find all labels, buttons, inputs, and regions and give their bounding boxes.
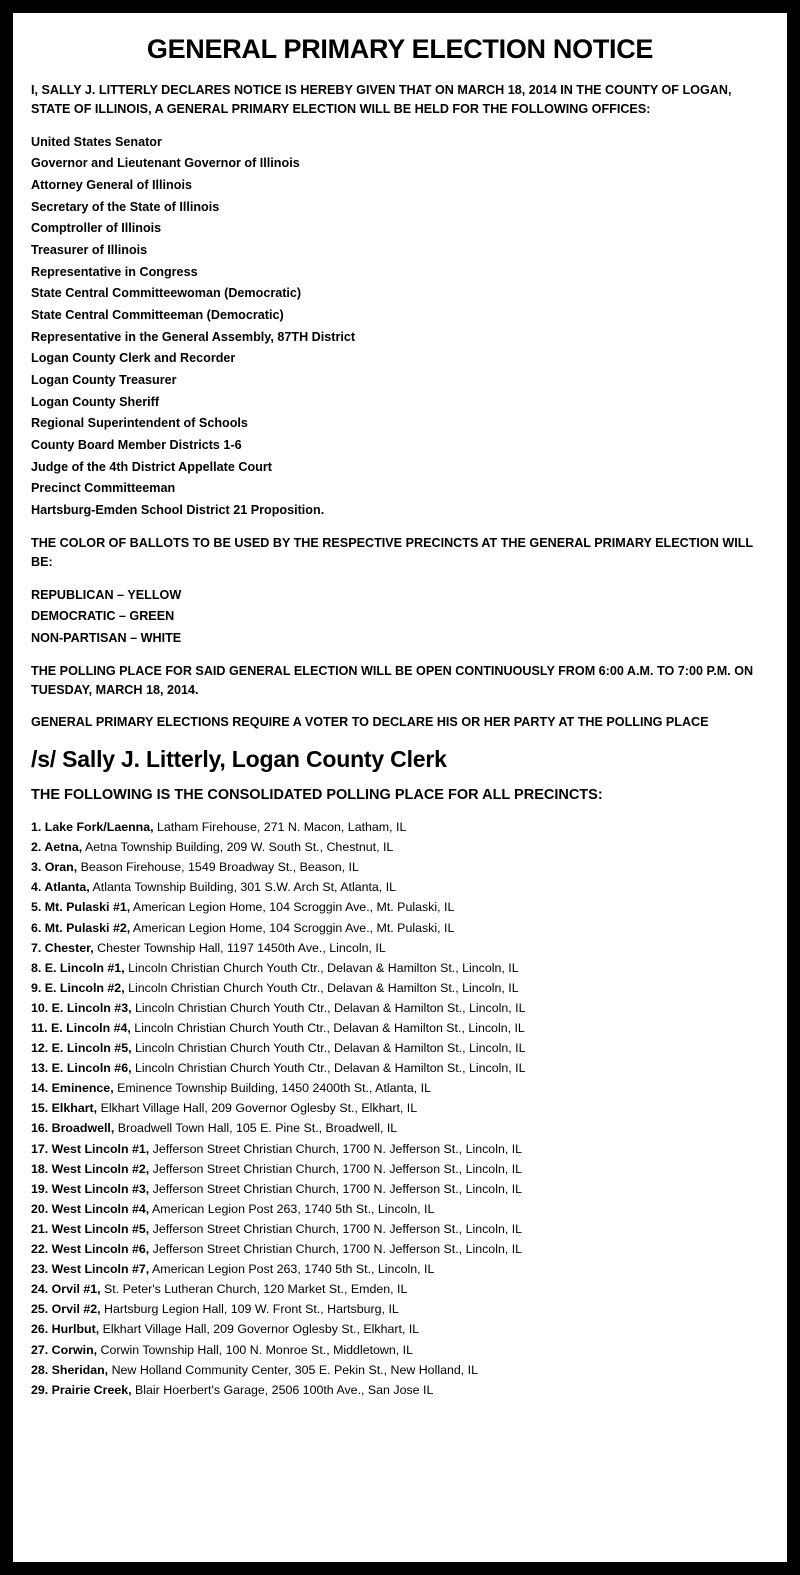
list-item (31, 938, 769, 958)
precinct-name: 1. Lake Fork/Laenna, (31, 820, 154, 835)
precinct-name: 17. West Lincoln #1, (31, 1141, 150, 1156)
precinct-name: 24. Orvil #1, (31, 1282, 101, 1297)
precinct-name: 4. Atlanta, (31, 880, 90, 895)
ballot-color-line: NON-PARTISAN – WHITE (31, 630, 182, 645)
offices-list (31, 132, 769, 522)
office-line: Governor and Lieutenant Governor of Illinois (31, 156, 300, 171)
precinct-location: American Legion Post 263, 1740 5th St., Lincoln, IL (149, 1262, 435, 1277)
precinct-location: Chester Township Hall, 1197 1450th Ave., Lincoln, IL (93, 940, 386, 955)
list-item (31, 1078, 769, 1098)
precinct-location: Hartsburg Legion Hall, 109 W. Front St., Hartsburg, IL (100, 1302, 399, 1317)
precinct-location: Latham Firehouse, 271 N. Macon, Latham, IL (153, 820, 407, 835)
office-line: State Central Committeeman (Democratic) (31, 307, 284, 322)
precinct-name: 8. E. Lincoln #1, (31, 960, 125, 975)
office-line: Logan County Treasurer (31, 372, 177, 387)
precinct-location: American Legion Home, 104 Scroggin Ave., Mt. Pulaski, IL (130, 920, 455, 935)
precinct-location: Jefferson Street Christian Church, 1700 N. Jefferson St., Lincoln, IL (149, 1181, 523, 1196)
office-line: Precinct Committeeman (31, 481, 176, 496)
precinct-location: Corwin Township Hall, 100 N. Monroe St., Middletown, IL (97, 1342, 413, 1357)
precinct-location: Jefferson Street Christian Church, 1700 N. Jefferson St., Lincoln, IL (149, 1141, 523, 1156)
list-item (31, 857, 769, 877)
list-item (31, 1179, 769, 1199)
office-line: Treasurer of Illinois (31, 243, 148, 257)
list-item (31, 1098, 769, 1118)
polling-hours-paragraph: THE POLLING PLACE FOR SAID GENERAL ELECTION WILL BE OPEN CONTINUOUSLY FROM 6:00 A.M. TO 7:00 P.M. ON TUESDAY, MARCH 18, 2014. (31, 663, 754, 698)
list-item (31, 1239, 769, 1259)
precinct-name: 9. E. Lincoln #2, (31, 980, 125, 995)
precinct-location: Elkhart Village Hall, 209 Governor Oglesby St., Elkhart, IL (99, 1322, 420, 1337)
precinct-location: Atlanta Township Building, 301 S.W. Arch St, Atlanta, IL (89, 880, 397, 895)
list-item (31, 1380, 769, 1400)
precinct-name: 20. West Lincoln #4, (31, 1201, 150, 1216)
list-item (31, 1018, 769, 1038)
precinct-name: 6. Mt. Pulaski #2, (31, 920, 131, 935)
precinct-location: Aetna Township Building, 209 W. South St., Chestnut, IL (82, 840, 394, 855)
precinct-name: 13. E. Lincoln #6, (31, 1061, 132, 1076)
precinct-location: Lincoln Christian Church Youth Ctr., Delavan & Hamilton St., Lincoln, IL (124, 980, 519, 995)
precinct-location: Lincoln Christian Church Youth Ctr., Delavan & Hamilton St., Lincoln, IL (131, 1000, 526, 1015)
precinct-name: 10. E. Lincoln #3, (31, 1000, 132, 1015)
list-item (31, 1219, 769, 1239)
precinct-location: Elkhart Village Hall, 209 Governor Oglesby St., Elkhart, IL (97, 1101, 418, 1116)
precinct-location: Lincoln Christian Church Youth Ctr., Delavan & Hamilton St., Lincoln, IL (131, 1041, 526, 1056)
clerk-signature: /s/ Sally J. Litterly, Logan County Clerk (31, 746, 447, 773)
list-item (31, 1340, 769, 1360)
precinct-location: Lincoln Christian Church Youth Ctr., Delavan & Hamilton St., Lincoln, IL (124, 960, 519, 975)
precinct-location: Eminence Township Building, 1450 2400th St., Atlanta, IL (113, 1081, 431, 1096)
list-item (31, 1058, 769, 1078)
office-line: Hartsburg-Emden School District 21 Proposition. (31, 502, 325, 517)
precinct-name: 12. E. Lincoln #5, (31, 1041, 132, 1056)
precinct-location: Jefferson Street Christian Church, 1700 N. Jefferson St., Lincoln, IL (149, 1242, 523, 1257)
precinct-location: Lincoln Christian Church Youth Ctr., Delavan & Hamilton St., Lincoln, IL (131, 1061, 526, 1076)
precinct-location: American Legion Post 263, 1740 5th St., Lincoln, IL (149, 1201, 435, 1216)
precinct-name: 11. E. Lincoln #4, (31, 1021, 131, 1036)
ballot-color-line: DEMOCRATIC – GREEN (31, 609, 175, 624)
precinct-name: 15. Elkhart, (31, 1101, 98, 1116)
list-item (31, 877, 769, 897)
list-item (31, 998, 769, 1018)
precinct-name: 22. West Lincoln #6, (31, 1242, 150, 1257)
office-line: Secretary of the State of Illinois (31, 199, 220, 214)
precinct-location: Beason Firehouse, 1549 Broadway St., Beason, IL (77, 860, 359, 875)
precinct-name: 29. Prairie Creek, (31, 1382, 132, 1397)
ballot-color-line: REPUBLICAN – YELLOW (31, 587, 182, 602)
list-item (31, 1279, 769, 1299)
office-line: Logan County Sheriff (31, 394, 160, 409)
office-line: State Central Committeewoman (Democratic) (31, 286, 302, 301)
precinct-list (31, 817, 769, 1400)
list-item (31, 1259, 769, 1279)
precinct-name: 3. Oran, (31, 860, 78, 875)
precinct-location: New Holland Community Center, 305 E. Pekin St., New Holland, IL (108, 1362, 478, 1377)
precinct-name: 18. West Lincoln #2, (31, 1161, 150, 1176)
precinct-name: 2. Aetna, (31, 840, 83, 855)
list-item (31, 817, 769, 837)
declaration-paragraph: I, SALLY J. LITTERLY DECLARES NOTICE IS HEREBY GIVEN THAT ON MARCH 18, 2014 IN THE COUNTY OF LOGAN, STATE OF ILLINOIS, A GENERAL PRIMARY ELECTION WILL BE HELD FOR THE FOLLOWING OFFICES: (31, 82, 732, 117)
list-item (31, 1139, 769, 1159)
list-item (31, 1038, 769, 1058)
list-item (31, 1199, 769, 1219)
precinct-location: St. Peter's Lutheran Church, 120 Market St., Emden, IL (100, 1282, 408, 1297)
office-line: Representative in Congress (31, 264, 198, 279)
list-item (31, 978, 769, 998)
precinct-location: American Legion Home, 104 Scroggin Ave., Mt. Pulaski, IL (130, 900, 455, 915)
office-line: Attorney General of Illinois (31, 178, 192, 193)
precinct-location: Broadwell Town Hall, 105 E. Pine St., Broadwell, IL (114, 1121, 398, 1136)
ballot-color-intro: THE COLOR OF BALLOTS TO BE USED BY THE RESPECTIVE PRECINCTS AT THE GENERAL PRIMARY ELECTION WILL BE: (31, 535, 753, 570)
precinct-name: 26. Hurlbut, (31, 1322, 100, 1337)
precinct-name: 25. Orvil #2, (31, 1302, 101, 1317)
precinct-name: 28. Sheridan, (31, 1362, 109, 1377)
list-item (31, 958, 769, 978)
list-item (31, 837, 769, 857)
precinct-location: Jefferson Street Christian Church, 1700 N. Jefferson St., Lincoln, IL (149, 1161, 523, 1176)
precinct-name: 14. Eminence, (31, 1081, 114, 1096)
list-item (31, 1299, 769, 1319)
consolidated-polling-header: THE FOLLOWING IS THE CONSOLIDATED POLLING PLACE FOR ALL PRECINCTS: (31, 787, 603, 804)
party-declaration-paragraph: GENERAL PRIMARY ELECTIONS REQUIRE A VOTER TO DECLARE HIS OR HER PARTY AT THE POLLING PLACE (31, 714, 709, 729)
page-title: GENERAL PRIMARY ELECTION NOTICE (146, 34, 654, 64)
precinct-location: Lincoln Christian Church Youth Ctr., Delavan & Hamilton St., Lincoln, IL (130, 1021, 525, 1036)
precinct-name: 7. Chester, (31, 940, 94, 955)
list-item (31, 1118, 769, 1138)
office-line: Regional Superintendent of Schools (31, 416, 248, 431)
ballot-colors-list (31, 585, 769, 650)
office-line: Comptroller of Illinois (31, 221, 162, 236)
office-line: County Board Member Districts 1-6 (31, 437, 242, 452)
office-line: Logan County Clerk and Recorder (31, 351, 236, 366)
list-item (31, 897, 769, 917)
precinct-name: 21. West Lincoln #5, (31, 1221, 150, 1236)
precinct-name: 16. Broadwell, (31, 1121, 115, 1136)
list-item (31, 918, 769, 938)
office-line: United States Senator (31, 134, 162, 149)
office-line: Representative in the General Assembly, 87TH District (31, 329, 356, 344)
list-item (31, 1360, 769, 1380)
precinct-name: 5. Mt. Pulaski #1, (31, 900, 131, 915)
office-line: Judge of the 4th District Appellate Court (31, 459, 272, 474)
precinct-name: 19. West Lincoln #3, (31, 1181, 150, 1196)
election-notice-page (10, 10, 790, 1565)
precinct-location: Blair Hoerbert's Garage, 2506 100th Ave., San Jose IL (131, 1382, 434, 1397)
list-item (31, 1159, 769, 1179)
precinct-name: 27. Corwin, (31, 1342, 98, 1357)
precinct-location: Jefferson Street Christian Church, 1700 N. Jefferson St., Lincoln, IL (149, 1221, 523, 1236)
list-item (31, 1319, 769, 1339)
precinct-name: 23. West Lincoln #7, (31, 1262, 150, 1277)
